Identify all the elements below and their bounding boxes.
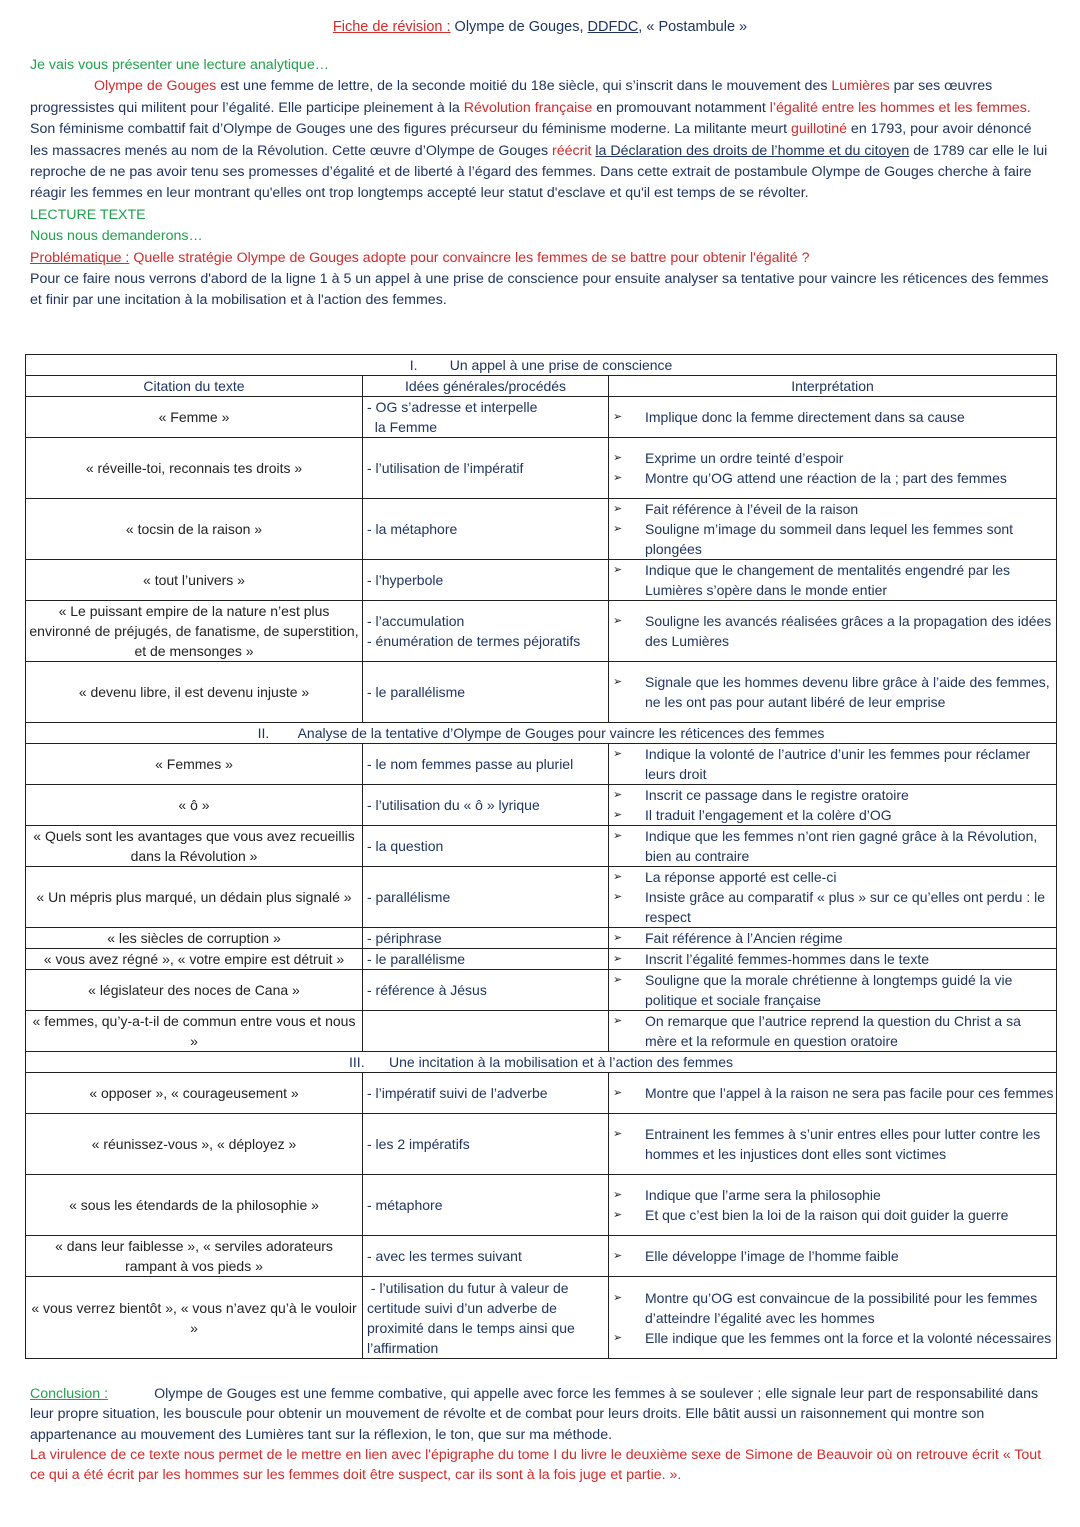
section-title-text: Analyse de la tentative d’Olympe de Gouges pour vaincre les réticences des femmes: [297, 725, 825, 741]
interpretation-cell: [609, 1236, 1057, 1277]
section-header-row: [26, 723, 1057, 744]
arrow-bullet-item: ➢ Elle développe l’image de l’homme faible: [645, 1246, 1054, 1266]
procedes-cell: [363, 1277, 609, 1359]
arrow-bullet-item: ➢ Indique la volonté de l’autrice d’unir les femmes pour réclamer leurs droit: [645, 744, 1054, 784]
introduction: [30, 55, 1050, 312]
table-row: [26, 1114, 1057, 1175]
citation-cell: « tout l’univers »: [26, 560, 363, 601]
procede-line: - métaphore: [367, 1197, 443, 1213]
interpretation-cell: [609, 499, 1057, 560]
arrow-bullet-item: ➢ Inscrit ce passage dans le registre oratoire: [645, 785, 1054, 805]
highlight-lumieres: Lumières: [831, 78, 890, 95]
citation-cell: « législateur des noces de Cana »: [26, 970, 363, 1011]
procede-line: - l’impératif suivi de l’adverbe: [367, 1085, 548, 1101]
section-number: II.: [257, 725, 270, 741]
column-header-citation: Citation du texte: [26, 376, 363, 397]
procedes-cell: [363, 949, 609, 970]
citation-cell: « vous verrez bientôt », « vous n’avez qu’à le vouloir »: [26, 1277, 363, 1359]
interpretation-cell: [609, 970, 1057, 1011]
arrow-bullet-item: ➢ Il traduit l’engagement et la colère d’OG: [645, 805, 1054, 825]
procedes-cell: [363, 601, 609, 662]
arrow-bullet-item: ➢ Signale que les hommes devenu libre grâce à l’aide des femmes, ne les ont pas pour autant libéré de leur emprise: [645, 672, 1054, 712]
table-row: [26, 1277, 1057, 1359]
table-row: [26, 1236, 1057, 1277]
nous-demanderons: Nous nous demanderons…: [30, 228, 203, 245]
table-row: [26, 499, 1057, 560]
procedes-cell: [363, 826, 609, 867]
procedes-cell: [363, 928, 609, 949]
conclusion-text: Olympe de Gouges est une femme combative, qui appelle avec force les femmes à se soulever ; elle signale leur part de responsabilité dans leur propre situation, les bouscule pour obtenir un mouvement de révolte et de combat pour leurs droits. Elle bâtit aussi un raisonnement qui montre son appartenance au mouvement des Lumières tant sur la réflexion, le ton, que sur ma méthode.: [30, 1386, 1039, 1443]
procede-line: - le parallélisme: [367, 951, 466, 967]
table-row: [26, 928, 1057, 949]
arrow-bullet-item: ➢ Indique que l’arme sera la philosophie: [645, 1185, 1054, 1205]
interpretation-cell: [609, 662, 1057, 723]
interpretation-cell: [609, 1073, 1057, 1114]
interpretation-cell: [609, 928, 1057, 949]
interpretation-cell: [609, 826, 1057, 867]
citation-cell: « Femmes »: [26, 744, 363, 785]
title-ddfdc: DDFDC: [587, 19, 639, 35]
procede-line: - l’utilisation de l’impératif: [367, 460, 524, 476]
ddhc-reference: la Déclaration des droits de l’homme et du citoyen: [595, 142, 910, 159]
table-row: [26, 744, 1057, 785]
arrow-bullet-item: ➢ On remarque que l’autrice reprend la question du Christ a sa mère et la reformule en question oratoire: [645, 1011, 1054, 1051]
interpretation-cell: [609, 1011, 1057, 1052]
arrow-bullet-item: ➢ Implique donc la femme directement dans sa cause: [645, 407, 1054, 427]
arrow-bullet-item: ➢ Elle indique que les femmes ont la force et la volonté nécessaires: [645, 1328, 1054, 1348]
procedes-cell: [363, 1073, 609, 1114]
table-row: [26, 970, 1057, 1011]
highlight-revolution: Révolution française: [463, 99, 593, 116]
procede-line: - l’utilisation du « ô » lyrique: [367, 797, 540, 813]
problematique-label: Problématique :: [30, 249, 130, 266]
arrow-bullet-item: ➢ Fait référence à l’éveil de la raison: [645, 499, 1054, 519]
procedes-cell: [363, 744, 609, 785]
arrow-bullet-item: ➢ Montre qu’OG est convaincue de la possibilité pour les femmes d’atteindre l’égalité avec les hommes: [645, 1288, 1054, 1328]
procedes-cell: [363, 1175, 609, 1236]
column-header-interpretation: Interprétation: [609, 376, 1057, 397]
procede-line: - l’hyperbole: [367, 572, 444, 588]
section-number: I.: [409, 357, 418, 373]
arrow-bullet-item: ➢ Fait référence à l’Ancien régime: [645, 928, 1054, 948]
citation-cell: « vous avez régné », « votre empire est détruit »: [26, 949, 363, 970]
analysis-table: [25, 354, 1057, 1359]
highlight-author: Olympe de Gouges: [94, 78, 217, 95]
table-row: [26, 662, 1057, 723]
column-header-procedes: Idées générales/procédés: [363, 376, 609, 397]
arrow-bullet-item: ➢ Inscrit l’égalité femmes-hommes dans le texte: [645, 949, 1054, 969]
interpretation-cell: [609, 1114, 1057, 1175]
section-title: [26, 1052, 1057, 1073]
arrow-bullet-item: ➢ Souligne m’image du sommeil dans lequel les femmes sont plongées: [645, 519, 1054, 559]
table-row: [26, 785, 1057, 826]
procedes-cell: [363, 1011, 609, 1052]
interpretation-cell: [609, 601, 1057, 662]
highlight-guillotine: guillotiné: [790, 121, 847, 138]
intro-paragraph: [30, 76, 1050, 204]
ouverture: La virulence de ce texte nous permet de le mettre en lien avec l'épigraphe du tome I du livre le deuxième sexe de Simone de Beauvoir où on retrouve écrit « Tout ce qui a été écrit par les hommes sur les femmes doit être suspect, car ils sont à la fois juge et partie. ».: [30, 1446, 1042, 1484]
procedes-cell: [363, 438, 609, 499]
intro-text: par ses œuvres progressistes qui militent pour l’égalité. Elle participe pleinement à la: [30, 78, 993, 116]
citation-cell: « les siècles de corruption »: [26, 928, 363, 949]
arrow-bullet-item: ➢ Souligne que la morale chrétienne à longtemps guidé la vie politique et sociale française: [645, 970, 1054, 1010]
intro-text: est une femme de lettre, de la seconde moitié du 18e siècle, qui s’inscrit dans le mouvement des: [216, 78, 832, 95]
citation-cell: « Le puissant empire de la nature n’est plus environné de préjugés, de fanatisme, de superstition, et de mensonges »: [26, 601, 363, 662]
intro-text: Son féminisme combattif fait d’Olympe de Gouges une des figures précurseur du féminisme moderne. La militante meurt: [30, 121, 791, 138]
table-row: [26, 560, 1057, 601]
table-row: [26, 949, 1057, 970]
citation-cell: « sous les étendards de la philosophie »: [26, 1175, 363, 1236]
conclusion-paragraph: [30, 1384, 1055, 1445]
procedes-cell: [363, 785, 609, 826]
section-title-text: Un appel à une prise de conscience: [449, 357, 673, 373]
procede-line: - parallélisme: [367, 889, 451, 905]
section-header-row: [26, 355, 1057, 376]
section-number: III.: [349, 1054, 365, 1070]
interpretation-cell: [609, 397, 1057, 438]
problematique-text: Quelle stratégie Olympe de Gouges adopte pour convaincre les femmes de se battre pour obtenir l'égalité ?: [129, 249, 810, 266]
arrow-bullet-item: ➢ Indique que les femmes n’ont rien gagné grâce à la Révolution, bien au contraire: [645, 826, 1054, 866]
conclusion: [30, 1384, 1055, 1485]
intro-opening: Je vais vous présenter une lecture analytique…: [30, 57, 329, 73]
procede-line: - OG s’adresse et interpelle: [367, 399, 538, 415]
citation-cell: « devenu libre, il est devenu injuste »: [26, 662, 363, 723]
section-title: [26, 723, 1057, 744]
table-row: [26, 1011, 1057, 1052]
procede-line: - énumération de termes péjoratifs: [367, 633, 581, 649]
section-header-row: [26, 1052, 1057, 1073]
procedes-cell: [363, 662, 609, 723]
highlight-reecrit: réécrit: [552, 142, 592, 159]
column-header-row: [26, 376, 1057, 397]
table-row: [26, 1175, 1057, 1236]
arrow-bullet-item: ➢ Montre qu’OG attend une réaction de la ; part des femmes: [645, 468, 1054, 488]
citation-cell: « ô »: [26, 785, 363, 826]
procedes-cell: [363, 1114, 609, 1175]
interpretation-cell: [609, 949, 1057, 970]
procedes-cell: [363, 397, 609, 438]
arrow-bullet-item: ➢ Insiste grâce au comparatif « plus » sur ce qu’elles ont perdu : le respect: [645, 887, 1054, 927]
plan: Pour ce faire nous verrons d'abord de la ligne 1 à 5 un appel à une prise de conscience pour ensuite analyser sa tentative pour vaincre les réticences des femmes et finir par une incitation à la mobilisation et à l'action des femmes.: [30, 271, 1049, 309]
arrow-bullet-item: ➢ Et que c’est bien la loi de la raison qui doit guider la guerre: [645, 1205, 1054, 1225]
procede-line: - périphrase: [367, 930, 442, 946]
interpretation-cell: [609, 785, 1057, 826]
procedes-cell: [363, 1236, 609, 1277]
citation-cell: « dans leur faiblesse », « serviles adorateurs rampant à vos pieds »: [26, 1236, 363, 1277]
arrow-bullet-item: ➢ Exprime un ordre teinté d’espoir: [645, 448, 1054, 468]
table-row: [26, 601, 1057, 662]
intro-text: en promouvant notamment: [592, 99, 770, 116]
arrow-bullet-item: ➢ Souligne les avancés réalisées grâces a la propagation des idées des Lumières: [645, 611, 1054, 651]
section-title-text: Une incitation à la mobilisation et à l’action des femmes: [389, 1054, 733, 1070]
title-label: Fiche de révision :: [332, 19, 451, 35]
procede-line: - l’accumulation: [367, 613, 465, 629]
procede-line: - la métaphore: [367, 521, 458, 537]
procede-line: la Femme: [367, 419, 438, 435]
intro-text: de 1789 car elle le lui reproche de ne pas avoir tenu ses promesses d’égalité et de liberté à l’égard des femmes. Dans cette extrait de postambule Olympe de Gouges cherche à faire réagir les femmes en leur montrant qu'elles ont trop longtemps accepté leur statut d'esclave et qu'il est temps de se révolter.: [30, 142, 1048, 202]
title-text-after: , « Postambule »: [638, 19, 748, 35]
procede-line: - la question: [367, 838, 444, 854]
procede-line: - les 2 impératifs: [367, 1136, 470, 1152]
interpretation-cell: [609, 1277, 1057, 1359]
interpretation-cell: [609, 867, 1057, 928]
lecture-texte: LECTURE TEXTE: [30, 206, 146, 223]
interpretation-cell: [609, 744, 1057, 785]
highlight-egalite: l’égalité entre les hommes et les femmes.: [769, 99, 1031, 116]
table-row: [26, 867, 1057, 928]
procede-line: - avec les termes suivant: [367, 1248, 522, 1264]
problematique: [30, 248, 1050, 269]
procedes-cell: [363, 867, 609, 928]
page-title: [0, 19, 1080, 35]
table-row: [26, 397, 1057, 438]
procedes-cell: [363, 499, 609, 560]
arrow-bullet-item: ➢ Indique que le changement de mentalités engendré par les Lumières s’opère dans le monde entier: [645, 560, 1054, 600]
interpretation-cell: [609, 560, 1057, 601]
title-text: Olympe de Gouges,: [450, 19, 588, 35]
procedes-cell: [363, 970, 609, 1011]
citation-cell: « réunissez-vous », « déployez »: [26, 1114, 363, 1175]
intro-text: en 1793, pour avoir dénoncé les massacres menés au nom de la Révolution. Cette œuvre d’Olympe de Gouges: [30, 121, 1032, 159]
citation-cell: « femmes, qu’y-a-t-il de commun entre vous et nous »: [26, 1011, 363, 1052]
citation-cell: « tocsin de la raison »: [26, 499, 363, 560]
procede-line: - référence à Jésus: [367, 982, 487, 998]
procedes-cell: [363, 560, 609, 601]
procede-line: - le nom femmes passe au pluriel: [367, 756, 574, 772]
citation-cell: « Quels sont les avantages que vous avez recueillis dans la Révolution »: [26, 826, 363, 867]
conclusion-label: Conclusion :: [30, 1386, 109, 1402]
section-title: [26, 355, 1057, 376]
table-row: [26, 826, 1057, 867]
citation-cell: « opposer », « courageusement »: [26, 1073, 363, 1114]
arrow-bullet-item: ➢ La réponse apporté est celle-ci: [645, 867, 1054, 887]
procede-line: - le parallélisme: [367, 684, 466, 700]
arrow-bullet-item: ➢ Entrainent les femmes à s’unir entres elles pour lutter contre les hommes et les injustices dont elles sont victimes: [645, 1124, 1054, 1164]
arrow-bullet-item: ➢ Montre que l’appel à la raison ne sera pas facile pour ces femmes: [645, 1083, 1054, 1103]
table-row: [26, 1073, 1057, 1114]
table-row: [26, 438, 1057, 499]
interpretation-cell: [609, 438, 1057, 499]
procede-line: - l’utilisation du futur à valeur de certitude suivi d’un adverbe de proximité dans le temps ainsi que l’affirmation: [367, 1279, 579, 1356]
interpretation-cell: [609, 1175, 1057, 1236]
citation-cell: « Femme »: [26, 397, 363, 438]
citation-cell: « réveille-toi, reconnais tes droits »: [26, 438, 363, 499]
citation-cell: « Un mépris plus marqué, un dédain plus signalé »: [26, 867, 363, 928]
